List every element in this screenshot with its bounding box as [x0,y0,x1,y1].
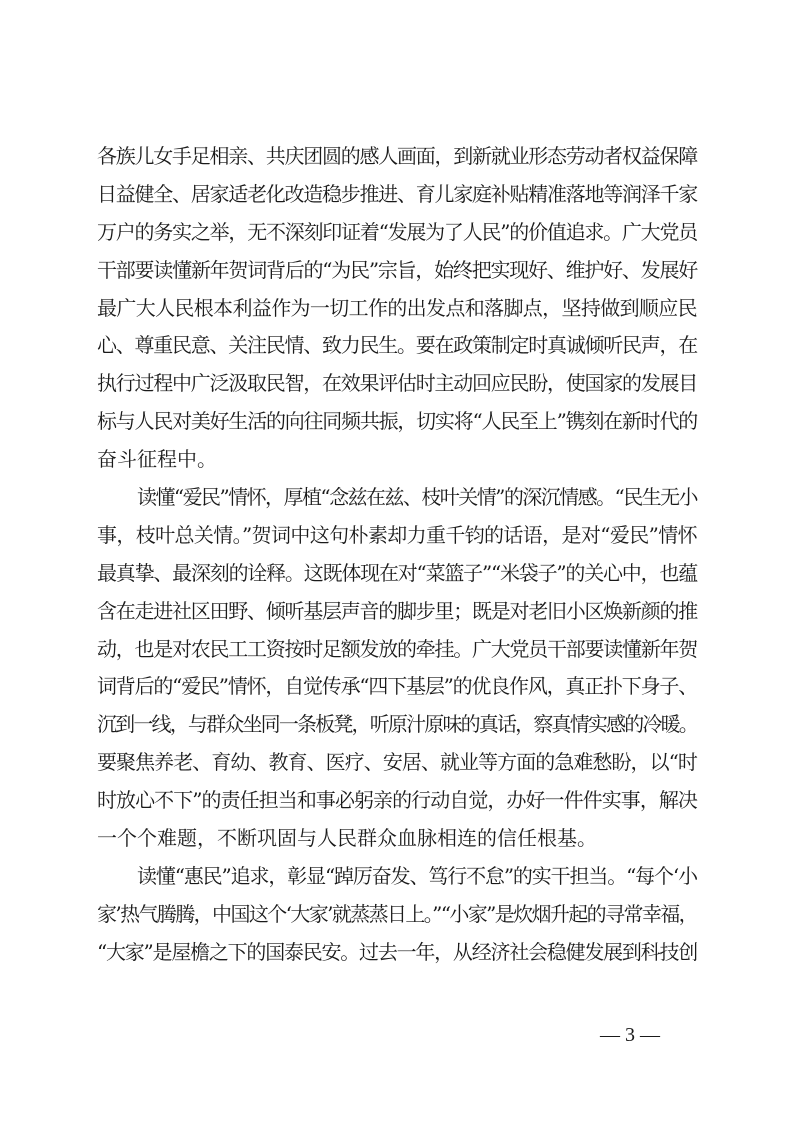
document-body [97,138,697,972]
page-number: — 3 — [600,1024,660,1046]
text-line: 动，也是对农民工工资按时足额发放的牵挂。广大党员干部要读懂新年贺 [97,636,697,661]
text-line: 日益健全、居家适老化改造稳步推进、育儿家庭补贴精准落地等润泽千家 [97,181,697,206]
paragraph-start-line: 读懂“爱民”情怀，厚植“念兹在兹、枝叶关情”的深沉情感。“民生无小 [137,485,697,510]
text-line: “大家”是屋檐之下的国泰民安。过去一年，从经济社会稳健发展到科技创 [97,939,697,964]
text-line: 心、尊重民意、关注民情、致力民生。要在政策制定时真诚倾听民声，在 [97,333,697,358]
text-line: 标与人民对美好生活的向往同频共振，切实将“人民至上”镌刻在新时代的 [97,409,697,434]
text-line: 要聚焦养老、育幼、教育、医疗、安居、就业等方面的急难愁盼，以“时 [97,750,697,775]
text-line: 奋斗征程中。 [97,447,217,472]
text-line: 执行过程中广泛汲取民智，在效果评估时主动回应民盼，使国家的发展目 [97,371,697,396]
paragraph-start-line: 读懂“惠民”追求，彰显“踔厉奋发、笃行不怠”的实干担当。“每个‘小 [137,863,697,888]
text-line: 沉到一线，与群众坐同一条板凳，听原汁原味的真话，察真情实感的冷暖。 [97,712,697,737]
text-line: 最真挚、最深刻的诠释。这既体现在对“菜篮子”“米袋子”的关心中，也蕴 [97,560,697,585]
text-line: 各族儿女手足相亲、共庆团圆的感人画面，到新就业形态劳动者权益保障 [97,144,697,168]
text-line: 时放心不下”的责任担当和事必躬亲的行动自觉，办好一件件实事，解决 [97,788,697,813]
text-line: 词背后的“爱民”情怀，自觉传承“四下基层”的优良作风，真正扑下身子、 [97,674,697,699]
text-line: 最广大人民根本利益作为一切工作的出发点和落脚点，坚持做到顺应民 [97,295,697,320]
text-line: 家’热气腾腾，中国这个‘大家’就蒸蒸日上。”“小家”是炊烟升起的寻常幸福， [97,901,697,926]
text-line: 一个个难题，不断巩固与人民群众血脉相连的信任根基。 [97,826,597,851]
text-line: 干部要读懂新年贺词背后的“为民”宗旨，始终把实现好、维护好、发展好 [97,257,697,282]
text-line: 含在走进社区田野、倾听基层声音的脚步里；既是对老旧小区焕新颜的推 [97,598,697,623]
text-line: 事，枝叶总关情。”贺词中这句朴素却力重千钧的话语，是对“爱民”情怀 [97,522,697,547]
text-line: 万户的务实之举，无不深刻印证着“发展为了人民”的价值追求。广大党员 [97,219,697,244]
